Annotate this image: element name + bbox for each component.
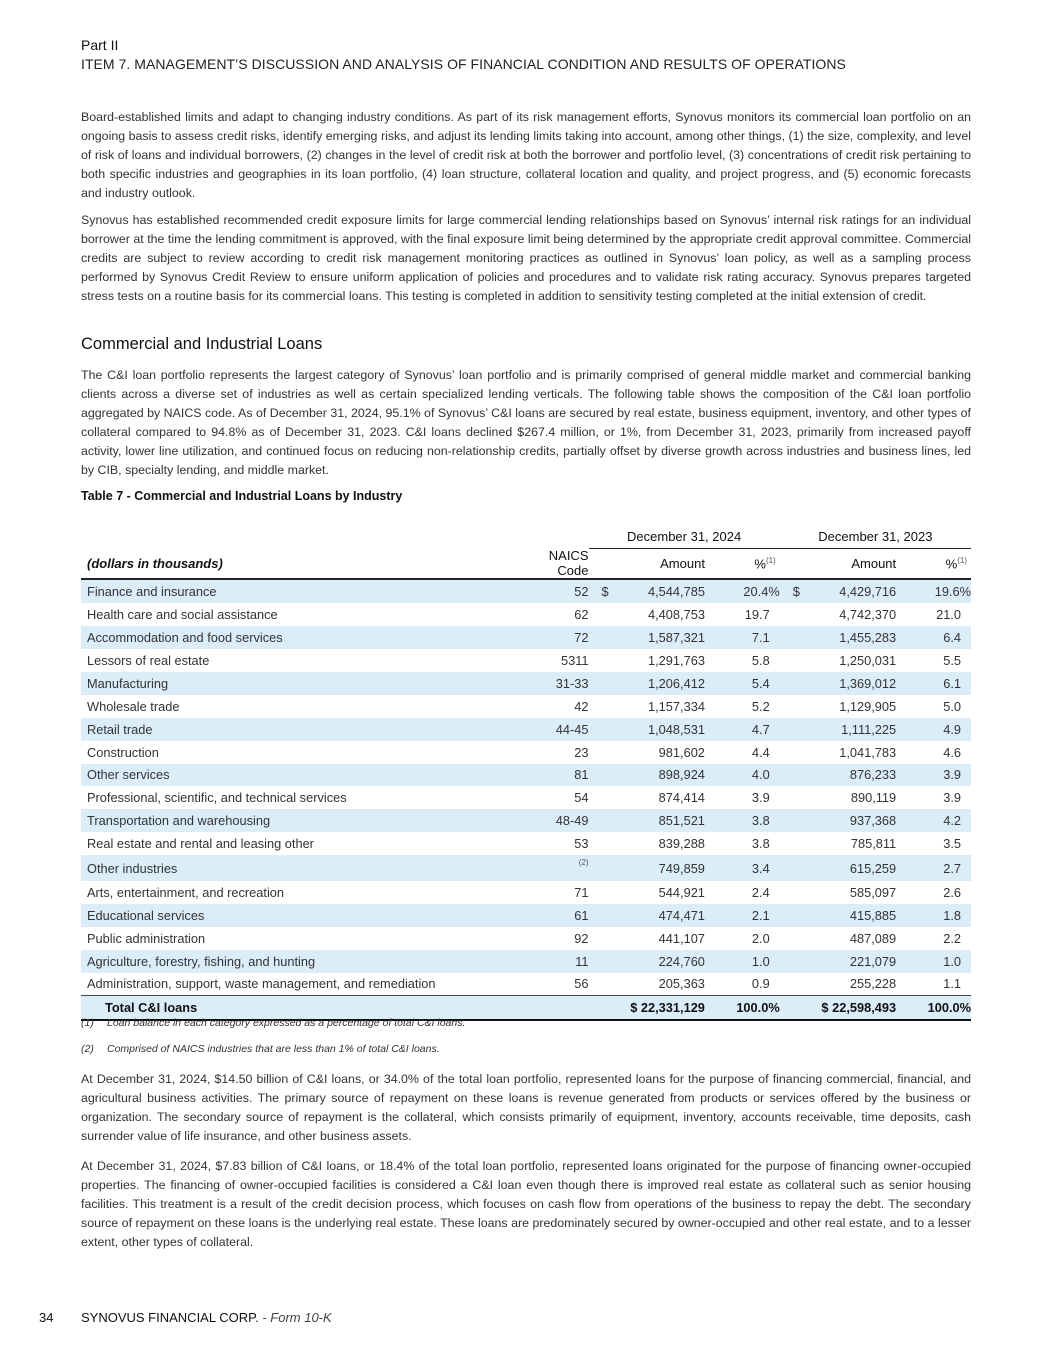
table-row bbox=[81, 881, 971, 904]
paragraph-owner-occupied: At December 31, 2024, $7.83 billion of C&I loans, or 18.4% of the total loan portfolio, represented loans originated for the purpose of financing owner-occupied properties. The financing of owner-occupied facilities is considered a C&I loan even though there is improved real estate as collateral such as senior housing facilities. This treatment is a result of the credit decision process, which focuses on cash flow from operations of the business to repay the debt. The secondary source of repayment on these loans is the underlying real estate. These loans are predominately secured by owner-occupied and other real estate, and to a lesser extent, other types of collateral. bbox=[81, 1159, 971, 1249]
pct-2023-cell: 6.1 bbox=[943, 675, 961, 691]
paragraph-credit-exposure: Synovus has established recommended credit exposure limits for large commercial lending relationships based on Synovus’ internal risk ratings for an individual borrower at the time the lending commitment is approved, with the final exposure limit being determined by the appropriate credit approval committee. Commercial credits are subject to review according to credit risk management monitoring practices as outlined in Synovus’ loan policy, as well as a sampling process performed by Synovus Credit Review to ensure uniform application of policies and procedures and to validate risk rating accuracy. Synovus prepares targeted stress tests on a routine basis for its commercial loans. This testing is completed in addition to sensitivity testing completed at the initial extension of credit. bbox=[81, 213, 971, 303]
naics-code-cell: 54 bbox=[574, 790, 589, 806]
naics-code-cell: 11 bbox=[575, 953, 589, 969]
dollar-sign-2024 bbox=[589, 718, 629, 741]
pct-2024-cell: 1.0 bbox=[751, 953, 770, 969]
dollar-sign-2023 bbox=[780, 786, 820, 809]
naics-code-cell: 52 bbox=[574, 584, 589, 600]
dollar-sign-2024 bbox=[589, 603, 629, 626]
dollar-sign-2024 bbox=[589, 950, 629, 973]
industry-cell: Other industries bbox=[87, 860, 178, 876]
ci-loans-table bbox=[81, 525, 971, 1021]
amount-2024-cell: 474,471 bbox=[658, 907, 705, 923]
footnote-number: (2) bbox=[81, 1043, 94, 1055]
table-row bbox=[81, 809, 971, 832]
industry-cell: Other services bbox=[87, 767, 170, 783]
header-amount-2024: Amount bbox=[628, 548, 705, 579]
table-body bbox=[81, 579, 971, 996]
total-naics-empty bbox=[519, 996, 589, 1020]
amount-2024-cell: 839,288 bbox=[658, 836, 705, 852]
page-footer bbox=[39, 1310, 332, 1325]
table-row bbox=[81, 741, 971, 764]
pct-2024-cell: 4.7 bbox=[751, 721, 770, 737]
pct-2024-cell: 7.1 bbox=[751, 630, 770, 646]
pct-2024-cell: 3.9 bbox=[751, 790, 770, 806]
header-spacer bbox=[780, 548, 820, 579]
header-dollars-in-thousands: (dollars in thousands) bbox=[81, 548, 519, 579]
naics-code-cell: 5311 bbox=[560, 653, 589, 668]
industry-cell: Finance and insurance bbox=[87, 584, 217, 600]
dollar-sign-2024 bbox=[589, 786, 629, 809]
pct-2023-cell: 3.5 bbox=[943, 836, 961, 852]
pct-label: % bbox=[945, 556, 958, 572]
pct-2024-cell: 3.8 bbox=[751, 836, 770, 852]
dollar-sign-2024 bbox=[589, 881, 629, 904]
header-naics-code: NAICS Code bbox=[519, 548, 589, 579]
amount-2023-cell: 585,097 bbox=[849, 884, 897, 900]
dollar-sign-2024 bbox=[589, 855, 629, 881]
amount-2024-cell: 1,157,334 bbox=[648, 698, 705, 714]
section-heading: Commercial and Industrial Loans bbox=[81, 335, 323, 353]
dollar-sign-2024: $ bbox=[601, 584, 609, 600]
amount-2024-cell: 4,544,785 bbox=[648, 584, 705, 600]
pct-2023-cell: 5.0 bbox=[943, 698, 961, 714]
dollar-sign-2023 bbox=[780, 927, 820, 950]
pct-2023-cell: 1.8 bbox=[943, 907, 961, 923]
item-heading: ITEM 7. MANAGEMENT’S DISCUSSION AND ANALYSIS OF FINANCIAL CONDITION AND RESULTS OF OPERATIONS bbox=[81, 56, 846, 72]
dollar-sign-2024 bbox=[589, 904, 629, 927]
amount-2023-cell: 415,885 bbox=[849, 907, 897, 923]
amount-2024-cell: 544,921 bbox=[658, 884, 705, 900]
footnote-text: Comprised of NAICS industries that are less than 1% of total C&I loans. bbox=[107, 1043, 440, 1055]
amount-2023-cell: 255,228 bbox=[849, 976, 897, 992]
dollar-sign-2023 bbox=[780, 881, 820, 904]
paragraph-commercial-financing: At December 31, 2024, $14.50 billion of C&I loans, or 34.0% of the total loan portfolio, represented loans for the purpose of financing commercial, financial, and agricultural business activities. The primary source of repayment on these loans is revenue generated from products or services offered by the business or organization. The secondary source of repayment is the collateral, which consists primarily of equipment, inventory, accounts receivable, time deposits, cash surrender value of life insurance, and other business assets. bbox=[81, 1072, 971, 1143]
amount-2023-cell: 1,369,012 bbox=[839, 675, 897, 691]
industry-cell: Educational services bbox=[87, 907, 205, 923]
dollar-sign-2023 bbox=[780, 809, 820, 832]
pct-2023-cell: 6.4 bbox=[943, 630, 961, 646]
part-label: Part II bbox=[81, 37, 119, 53]
industry-cell: Retail trade bbox=[87, 721, 153, 737]
header-pct-2024 bbox=[705, 548, 780, 579]
pct-2023-cell: 2.7 bbox=[943, 860, 961, 876]
footnote-number: (1) bbox=[81, 1017, 94, 1029]
amount-2024-cell: 874,414 bbox=[658, 790, 705, 806]
naics-code-cell: 53 bbox=[574, 836, 589, 852]
amount-2024-cell: 898,924 bbox=[658, 767, 705, 783]
table-row bbox=[81, 832, 971, 855]
table-row bbox=[81, 695, 971, 718]
paragraph-ci-portfolio: The C&I loan portfolio represents the largest category of Synovus’ loan portfolio and is primarily comprised of general middle market and commercial banking clients across a diverse set of industries as well as certain specialized lending verticals. The following table shows the composition of the C&I loan portfolio aggregated by NAICS code. As of December 31, 2024, 95.1% of Synovus’ C&I loans are secured by real estate, business equipment, inventory, and other types of collateral compared to 94.8% as of December 31, 2023. C&I loans declined $267.4 million, or 1%, from December 31, 2023, primarily from increased payoff activity, lower line utilization, and continued focus on reducing non-relationship credits, partially offset by diverse growth across industries and business lines, led by CIB, specialty lending, and middle market. bbox=[81, 368, 971, 477]
footnote-2 bbox=[81, 1043, 440, 1055]
pct-2024-cell: 2.0 bbox=[751, 930, 770, 946]
industry-cell: Manufacturing bbox=[87, 675, 169, 691]
dollar-sign-2024 bbox=[589, 649, 629, 672]
amount-2024-cell: 205,363 bbox=[658, 976, 705, 992]
dollar-sign-2023 bbox=[780, 603, 820, 626]
header-spacer bbox=[519, 525, 589, 548]
table-row bbox=[81, 718, 971, 741]
pct-2023-cell: 4.2 bbox=[943, 813, 961, 829]
amount-2024-cell: 851,521 bbox=[658, 813, 705, 829]
pct-2023-cell: 5.5 bbox=[943, 653, 961, 668]
industry-cell: Arts, entertainment, and recreation bbox=[87, 884, 285, 900]
industry-cell: Construction bbox=[87, 744, 159, 760]
pct-2024-cell: 2.4 bbox=[751, 884, 770, 900]
dollar-sign-2023 bbox=[780, 855, 820, 881]
table-row bbox=[81, 649, 971, 672]
pct-label: % bbox=[754, 556, 766, 572]
naics-code-cell: 23 bbox=[574, 744, 589, 760]
amount-2024-cell: 1,048,531 bbox=[648, 721, 705, 737]
industry-cell: Lessors of real estate bbox=[87, 653, 210, 668]
amount-2023-cell: 1,041,783 bbox=[839, 744, 897, 760]
total-label: Total C&I loans bbox=[81, 996, 519, 1020]
amount-2024-cell: 441,107 bbox=[658, 930, 705, 946]
naics-code-cell: 71 bbox=[574, 884, 589, 900]
industry-cell: Administration, support, waste management, and remediation bbox=[87, 976, 436, 992]
footnote-ref: (1) bbox=[957, 555, 967, 565]
total-amount-2024: $ 22,331,129 bbox=[589, 996, 705, 1020]
naics-code-cell: 62 bbox=[574, 607, 589, 623]
dollar-sign-2023 bbox=[780, 741, 820, 764]
dollar-sign-2024 bbox=[589, 832, 629, 855]
dollar-sign-2024 bbox=[589, 973, 629, 996]
pct-2024-cell: 5.4 bbox=[751, 675, 770, 691]
pct-2023-cell: 19.6% bbox=[934, 584, 971, 600]
dollar-sign-2024 bbox=[589, 626, 629, 649]
table-row bbox=[81, 904, 971, 927]
industry-cell: Accommodation and food services bbox=[87, 630, 283, 646]
industry-cell: Professional, scientific, and technical services bbox=[87, 790, 347, 806]
amount-2024-cell: 1,587,321 bbox=[648, 630, 705, 646]
dollar-sign-2024 bbox=[589, 764, 629, 787]
table-row bbox=[81, 855, 971, 881]
header-group-2024: December 31, 2024 bbox=[589, 525, 780, 548]
header-amount-2023: Amount bbox=[819, 548, 896, 579]
dollar-sign-2023 bbox=[780, 695, 820, 718]
page-number: 34 bbox=[39, 1310, 54, 1325]
pct-2024-cell: 19.7 bbox=[744, 607, 770, 623]
amount-2023-cell: 1,111,225 bbox=[841, 721, 897, 737]
amount-2023-cell: 221,079 bbox=[849, 953, 897, 969]
dollar-sign-2024 bbox=[589, 809, 629, 832]
table-row bbox=[81, 603, 971, 626]
header-group-2023: December 31, 2023 bbox=[780, 525, 971, 548]
dollar-sign-2023 bbox=[780, 973, 820, 996]
industry-cell: Wholesale trade bbox=[87, 698, 180, 714]
table-row bbox=[81, 973, 971, 996]
naics-code-cell: 81 bbox=[574, 767, 589, 783]
table-row bbox=[81, 672, 971, 695]
pct-2023-cell: 4.6 bbox=[943, 744, 961, 760]
total-pct-2024: 100.0% bbox=[705, 996, 780, 1020]
amount-2024-cell: 1,291,763 bbox=[648, 653, 705, 668]
dollar-sign-2023 bbox=[780, 718, 820, 741]
pct-2024-cell: 3.4 bbox=[751, 860, 770, 876]
table-row bbox=[81, 626, 971, 649]
naics-code-cell: 61 bbox=[574, 907, 589, 923]
footnote-text: Loan balance in each category expressed as a percentage of total C&I loans. bbox=[107, 1017, 466, 1029]
amount-2023-cell: 1,129,905 bbox=[839, 698, 897, 714]
dollar-sign-2023 bbox=[780, 764, 820, 787]
amount-2023-cell: 615,259 bbox=[849, 860, 897, 876]
amount-2024-cell: 981,602 bbox=[658, 744, 705, 760]
table-row bbox=[81, 927, 971, 950]
pct-2024-cell: 0.9 bbox=[751, 976, 770, 992]
table-header-groups bbox=[81, 525, 971, 548]
dollar-sign-2023 bbox=[780, 832, 820, 855]
naics-code-cell: 48-49 bbox=[555, 813, 589, 829]
pct-2024-cell: 5.8 bbox=[751, 653, 770, 668]
pct-2024-cell: 5.2 bbox=[751, 698, 770, 714]
amount-2023-cell: 785,811 bbox=[850, 836, 897, 852]
amount-2023-cell: 890,119 bbox=[850, 790, 897, 806]
table-row bbox=[81, 764, 971, 787]
header-pct-2023 bbox=[896, 548, 971, 579]
table-row bbox=[81, 579, 971, 603]
dollar-sign-2023 bbox=[780, 649, 820, 672]
amount-2024-cell: 1,206,412 bbox=[648, 675, 705, 691]
dollar-sign-2024 bbox=[589, 695, 629, 718]
dollar-sign-2024 bbox=[589, 927, 629, 950]
naics-code-cell: 72 bbox=[574, 630, 589, 646]
naics-code-cell: 56 bbox=[574, 976, 589, 992]
pct-2024-cell: 2.1 bbox=[751, 907, 770, 923]
naics-code-cell: (2) bbox=[578, 858, 589, 868]
amount-2024-cell: 224,760 bbox=[658, 953, 705, 969]
naics-code-cell: 44-45 bbox=[555, 721, 589, 737]
pct-2024-cell: 4.4 bbox=[751, 744, 770, 760]
pct-2024-cell: 4.0 bbox=[751, 767, 770, 783]
form-type: - Form 10-K bbox=[258, 1310, 332, 1325]
pct-2023-cell: 4.9 bbox=[943, 721, 961, 737]
total-pct-2023: 100.0% bbox=[896, 996, 971, 1020]
amount-2023-cell: 1,250,031 bbox=[839, 653, 897, 668]
amount-2023-cell: 487,089 bbox=[849, 930, 897, 946]
amount-2023-cell: 1,455,283 bbox=[839, 630, 897, 646]
table-row bbox=[81, 786, 971, 809]
pct-2023-cell: 21.0 bbox=[936, 607, 961, 623]
dollar-sign-2023 bbox=[780, 904, 820, 927]
dollar-sign-2023 bbox=[780, 626, 820, 649]
pct-2024-cell: 3.8 bbox=[751, 813, 770, 829]
amount-2023-cell: 4,742,370 bbox=[839, 607, 897, 623]
industry-cell: Public administration bbox=[87, 930, 206, 946]
table-title: Table 7 - Commercial and Industrial Loans by Industry bbox=[81, 489, 403, 503]
table-row bbox=[81, 950, 971, 973]
dollar-sign-2023 bbox=[780, 950, 820, 973]
pct-2023-cell: 2.2 bbox=[943, 930, 961, 946]
pct-2023-cell: 1.1 bbox=[943, 976, 961, 992]
industry-cell: Transportation and warehousing bbox=[87, 813, 271, 829]
pct-2023-cell: 3.9 bbox=[943, 767, 961, 783]
naics-code-cell: 31-33 bbox=[555, 675, 589, 691]
dollar-sign-2024 bbox=[589, 741, 629, 764]
total-amount-2023: $ 22,598,493 bbox=[780, 996, 896, 1020]
company-name: SYNOVUS FINANCIAL CORP. bbox=[81, 1310, 259, 1325]
pct-2023-cell: 3.9 bbox=[943, 790, 961, 806]
amount-2024-cell: 4,408,753 bbox=[648, 607, 705, 623]
pct-2023-cell: 1.0 bbox=[943, 953, 961, 969]
pct-2024-cell: 20.4% bbox=[743, 584, 780, 600]
naics-code-cell: 42 bbox=[574, 698, 589, 714]
dollar-sign-2023: $ bbox=[792, 584, 800, 600]
footnote-1 bbox=[81, 1017, 465, 1029]
amount-2023-cell: 937,368 bbox=[849, 813, 897, 829]
amount-2023-cell: 876,233 bbox=[849, 767, 897, 783]
amount-2024-cell: 749,859 bbox=[658, 860, 705, 876]
pct-2023-cell: 2.6 bbox=[943, 884, 961, 900]
industry-cell: Health care and social assistance bbox=[87, 607, 278, 623]
paragraph-risk-management: Board-established limits and adapt to changing industry conditions. As part of its risk management efforts, Synovus monitors its commercial loan portfolio on an ongoing basis to assess credit risks, identify emerging risks, and adjust its lending limits taking into account, among other things, (1) the size, complexity, and level of risk of loans and individual borrowers, (2) changes in the level of credit risk at both the borrower and portfolio level, (3) concentrations of credit risk pertaining to both specific industries and geographies in its loan portfolio, (4) loan structure, collateral location and quality, and project progress, and (5) economic forecasts and industry outlook. bbox=[81, 110, 971, 200]
industry-cell: Agriculture, forestry, fishing, and hunting bbox=[87, 953, 316, 969]
table-header-columns bbox=[81, 548, 971, 579]
industry-cell: Real estate and rental and leasing other bbox=[87, 836, 314, 852]
amount-2023-cell: 4,429,716 bbox=[839, 584, 897, 600]
header-spacer bbox=[589, 548, 629, 579]
dollar-sign-2023 bbox=[780, 672, 820, 695]
dollar-sign-2024 bbox=[589, 672, 629, 695]
header-spacer bbox=[81, 525, 519, 548]
naics-code-cell: 92 bbox=[574, 930, 589, 946]
footnote-ref: (1) bbox=[765, 555, 776, 565]
